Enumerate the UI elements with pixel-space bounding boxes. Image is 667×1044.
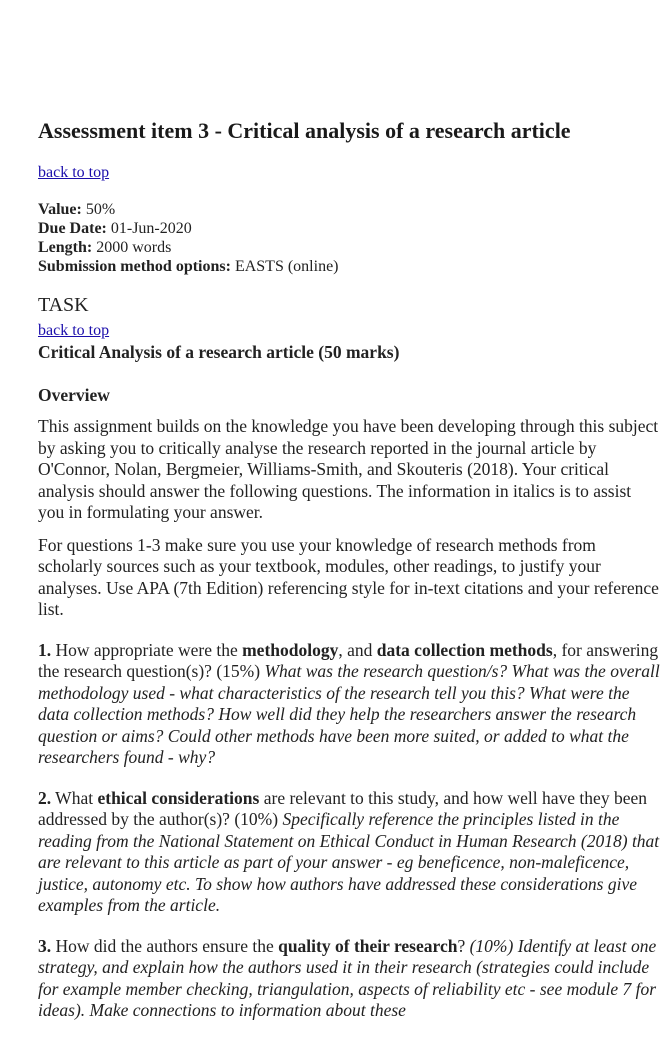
due-date-text: 01-Jun-2020	[110, 220, 192, 237]
due-date-label: Due Date:	[38, 220, 107, 237]
task-heading: TASK	[38, 294, 89, 316]
question-guidance: Specifically reference the principles listed in the reading from the National Statement on Ethical Conduct in Human Research (2018) that are relevant to this article as part of your answer - eg beneficence, non-maleficence, justice, autonomy etc. To show how authors have addressed these considerations give examples from the article.	[38, 809, 660, 915]
question-keyword: data collection methods	[376, 639, 553, 660]
value-text: 50%	[85, 201, 116, 218]
question-guidance: (10%) Identify at least one strategy, and explain how the authors used it in their research (strategies could include for example member checking, triangulation, aspects of reliability etc - see module 7 for ideas). Make connections to information about these	[38, 935, 657, 1020]
question-3	[38, 936, 660, 1022]
due-date-row	[38, 219, 660, 238]
length-label: Length:	[38, 239, 93, 256]
question-text: ?	[457, 935, 470, 956]
question-text: , and	[338, 639, 377, 660]
task-subheading: Critical Analysis of a research article (50 marks)	[38, 342, 400, 362]
overview-heading: Overview	[38, 385, 110, 405]
back-to-top-link[interactable]: back to top	[38, 322, 110, 339]
question-text: , for answering the research question(s)? (15%)	[38, 639, 659, 681]
question-2	[38, 788, 660, 917]
overview-paragraph: For questions 1-3 make sure you use your knowledge of research methods from scholarly sources such as your textbook, modules, other readings, to justify your analyses. Use APA (7th Edition) referencing style for in-text citations and your reference list.	[38, 534, 659, 619]
submission-text: EASTS (online)	[234, 258, 339, 275]
submission-row	[38, 257, 660, 276]
length-row	[38, 238, 660, 257]
overview-paragraph: This assignment builds on the knowledge you have been developing through this subject by asking you to critically analyse the research reported in the journal article by O'Connor, Nolan, Bergmeier, Williams-Smith, and Skouteris (2018). Your critical analysis should answer the following questions. The information in italics is to assist you in formulating your answer.	[38, 416, 659, 522]
question-keyword: quality of their research	[278, 935, 458, 956]
question-text: What	[51, 787, 98, 808]
value-row	[38, 200, 660, 219]
question-1	[38, 640, 660, 769]
value-label: Value:	[38, 201, 82, 218]
back-to-top-link[interactable]: back to top	[38, 164, 110, 181]
page-title: Assessment item 3 - Critical analysis of a research article	[38, 118, 571, 143]
question-guidance: What was the research question/s? What was the overall methodology used - what characteristics of the research tell you this? What were the data collection methods? How well did they help the researchers answer the research question or aims? Could other methods have been more suited, or added to what the researchers found - why?	[38, 661, 660, 767]
assessment-content	[38, 116, 660, 1022]
question-text: How did the authors ensure the	[51, 935, 279, 956]
question-number: 2.	[38, 787, 52, 808]
question-number: 3.	[38, 935, 52, 956]
question-text: are relevant to this study, and how well have they been addressed by the author(s)? (10%)	[38, 787, 647, 829]
submission-label: Submission method options:	[38, 258, 231, 275]
question-keyword: ethical considerations	[97, 787, 260, 808]
question-number: 1.	[38, 639, 52, 660]
question-text: How appropriate were the	[51, 639, 243, 660]
length-text: 2000 words	[96, 239, 172, 256]
assessment-meta	[38, 200, 660, 276]
question-keyword: methodology	[242, 639, 339, 660]
